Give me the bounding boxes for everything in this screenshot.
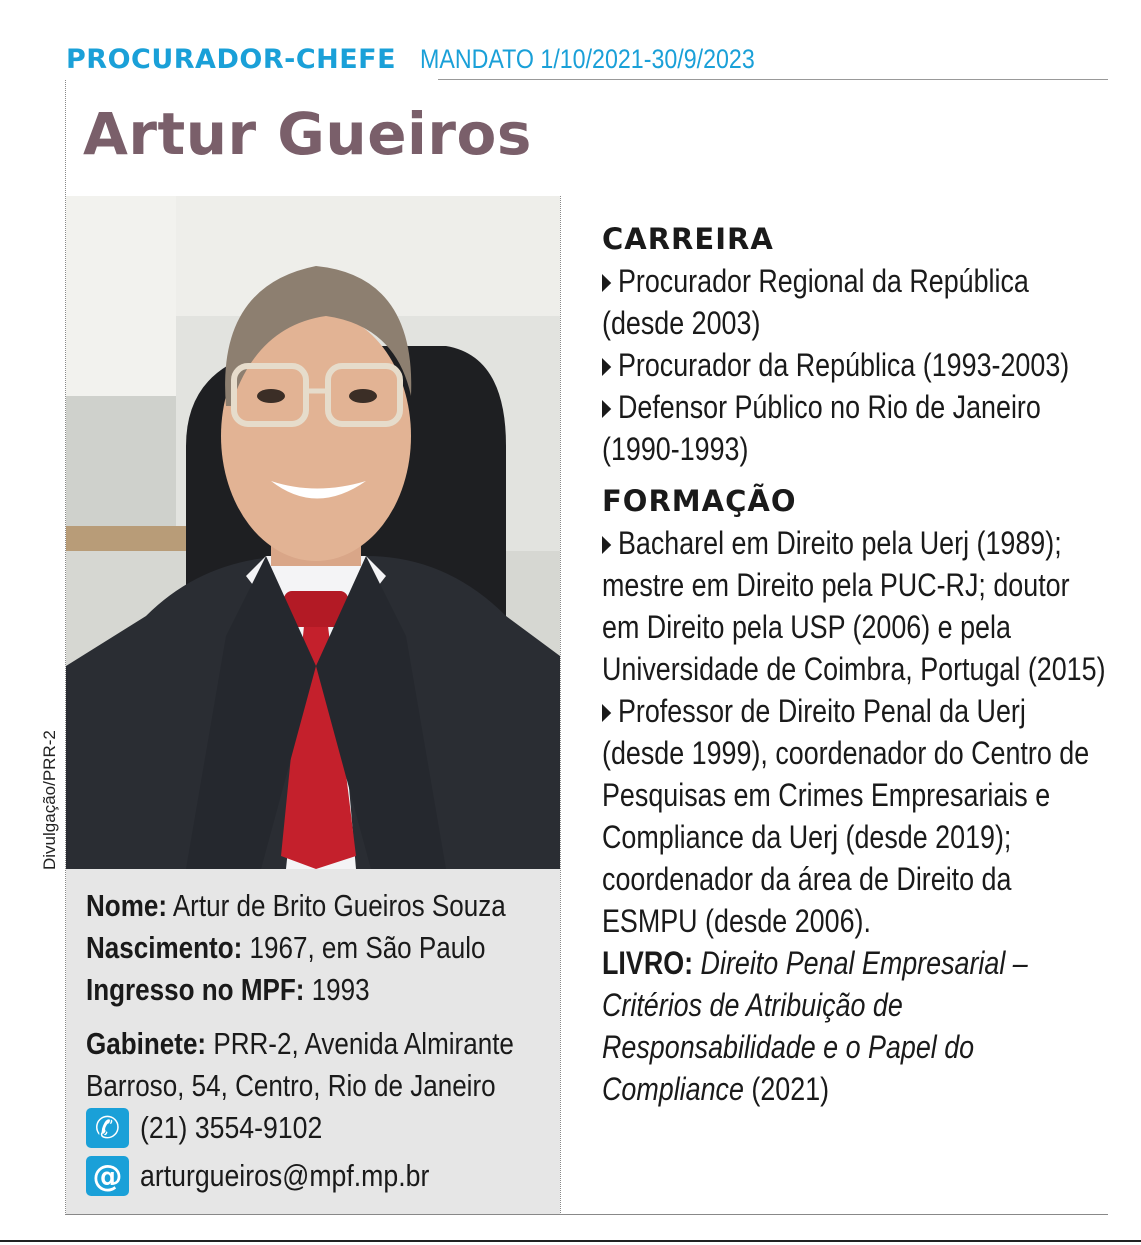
livro-year: (2021) [743, 1071, 830, 1107]
gabinete-label: Gabinete: [86, 1026, 207, 1061]
formacao-heading: FORMAÇÃO [602, 484, 797, 518]
livro-entry: LIVRO: Direito Penal Empresarial – Critérios de Atribuição de Responsabilidade e o Papel do Compliance (2021) [602, 945, 1028, 1107]
email-address[interactable]: arturgueiros@mpf.mp.br [140, 1158, 430, 1193]
header-rule [438, 79, 1108, 80]
portrait-photo [66, 196, 560, 869]
mandate-label: MANDATO 1/10/2021-30/9/2023 [420, 44, 755, 74]
nascimento-line [86, 930, 485, 966]
bullet-arrow-icon [602, 400, 611, 418]
person-name: Artur Gueiros [83, 100, 532, 168]
phone-number[interactable]: (21) 3554-9102 [140, 1110, 323, 1145]
photo-credit: Divulgação/PRR-2 [40, 730, 59, 870]
bottom-rule [66, 1214, 1108, 1215]
formacao-item: Bacharel em Direito pela Uerj (1989); mestre em Direito pela PUC-RJ; doutor em Direito pela USP (2006) e pela Universidade de Coimbra, Portugal (2015) [602, 525, 1106, 687]
career-column [602, 222, 1122, 1110]
nascimento-label: Nascimento: [86, 930, 243, 965]
bullet-arrow-icon [602, 536, 611, 554]
ingresso-label: Ingresso no MPF: [86, 972, 305, 1007]
nascimento-value: 1967, em São Paulo [242, 930, 486, 965]
livro-title: Direito Penal Empresarial – Critérios de Atribuição de Responsabilidade e o Papel do Compliance [602, 945, 1028, 1107]
header [66, 44, 1106, 84]
gabinete-line-2: Barroso, 54, Centro, Rio de Janeiro [86, 1068, 496, 1103]
bullet-arrow-icon [602, 358, 611, 376]
page-rule [0, 1240, 1141, 1242]
bullet-arrow-icon [602, 704, 611, 722]
gabinete-line [86, 1026, 514, 1062]
ingresso-value: 1993 [304, 972, 370, 1007]
nome-value: Artur de Brito Gueiros Souza [167, 888, 506, 923]
bullet-arrow-icon [602, 274, 611, 292]
nome-line [86, 888, 506, 924]
carreira-item: Procurador Regional da República (desde 2003) [602, 263, 1029, 341]
role-label: PROCURADOR-CHEFE [66, 44, 397, 75]
livro-label: LIVRO [602, 945, 685, 981]
nome-label: Nome: [86, 888, 168, 923]
ingresso-line [86, 972, 370, 1008]
phone-icon: ✆ [86, 1108, 129, 1148]
at-icon: @ [86, 1156, 129, 1196]
carreira-item: Procurador da República (1993-2003) [602, 344, 1106, 386]
carreira-heading: CARREIRA [602, 222, 774, 256]
formacao-item: Professor de Direito Penal da Uerj (desde 1999), coordenador do Centro de Pesquisas em Crimes Empresariais e Compliance da Uerj (desde 2019); coordenador da área de Direito da ESMPU (desde 2006). [602, 693, 1090, 939]
column-divider [560, 196, 561, 1215]
portrait-illustration [66, 196, 560, 869]
gabinete-value-1: PRR-2, Avenida Almirante [206, 1026, 514, 1061]
carreira-item: Defensor Público no Rio de Janeiro (1990-1993) [602, 389, 1041, 467]
